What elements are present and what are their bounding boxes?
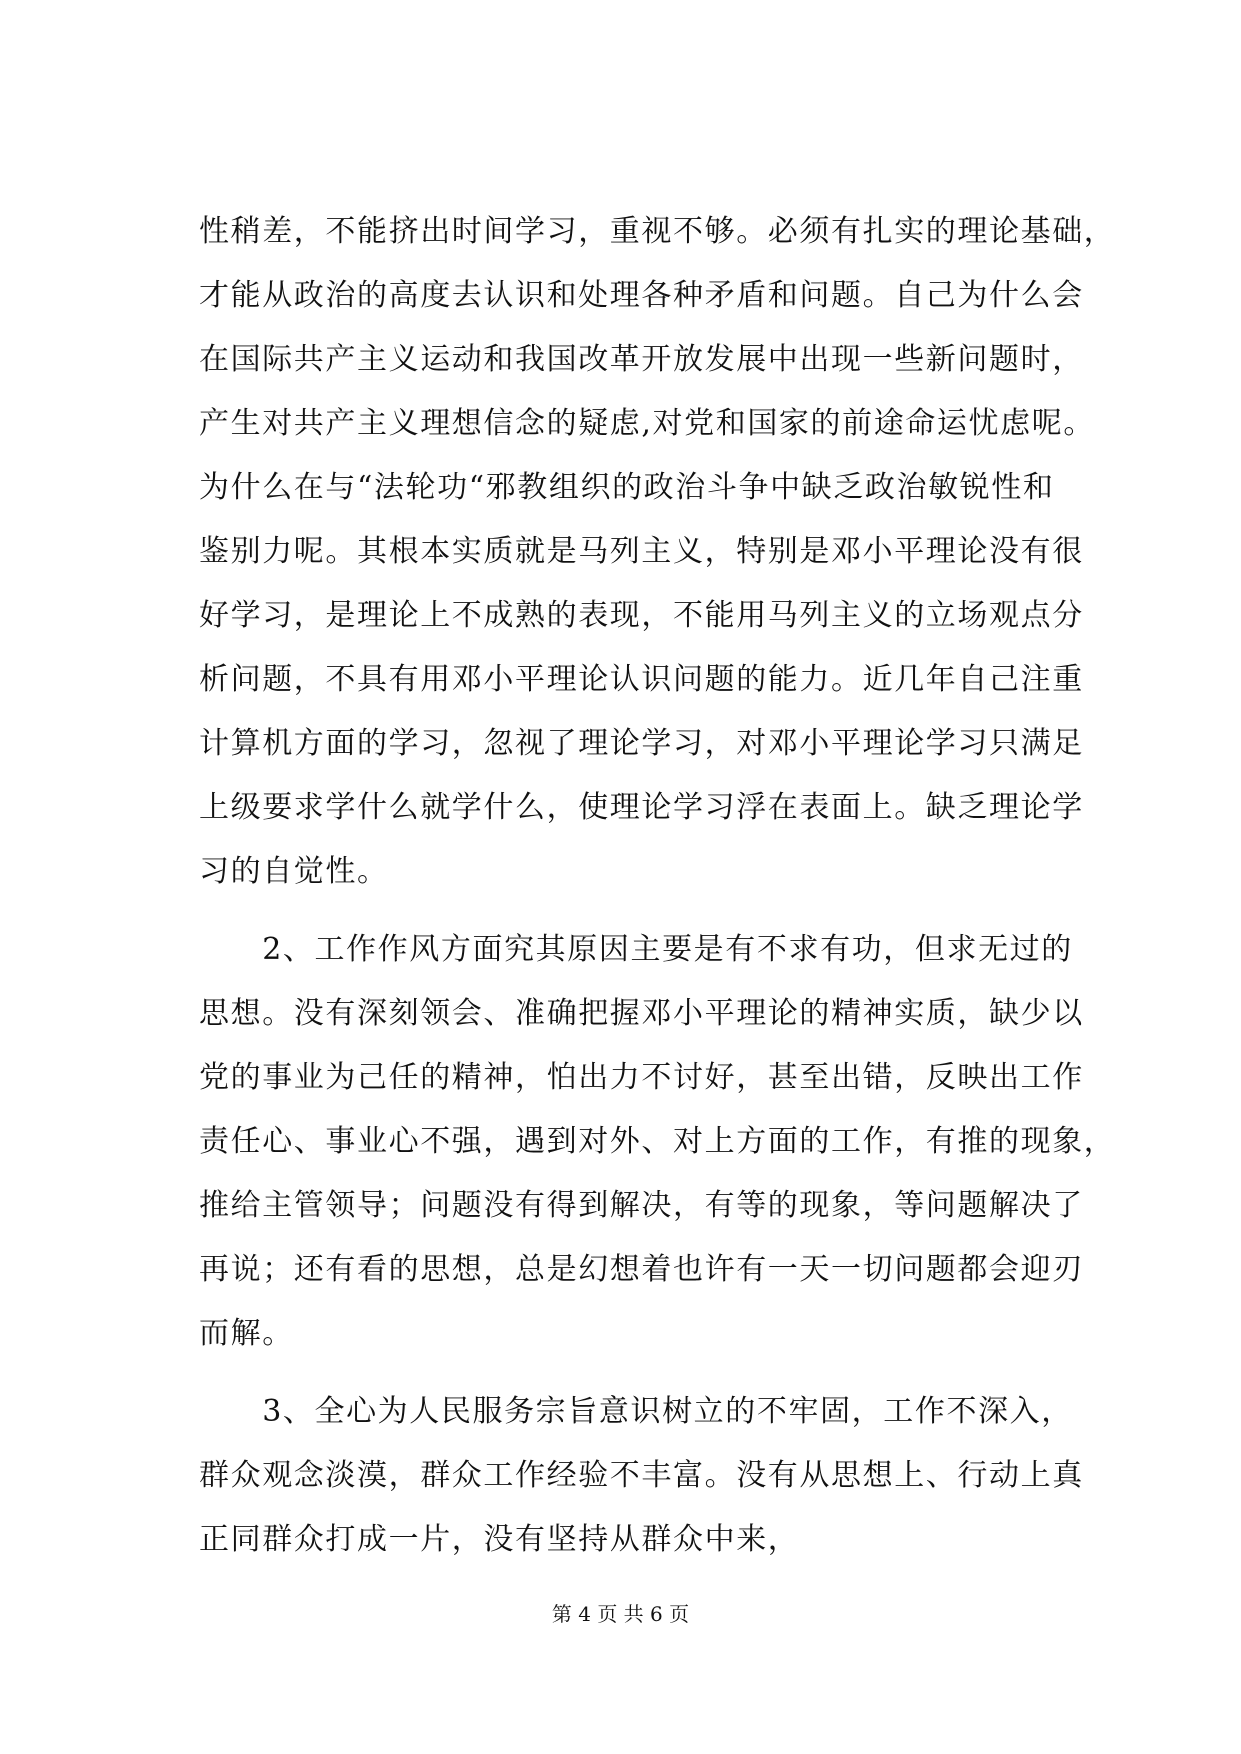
text-line: 为什么在与“法轮功“邪教组织的政治斗争中缺乏政治敏锐性和 bbox=[199, 470, 1055, 505]
paragraph-1 bbox=[199, 200, 1116, 904]
text-line: 责任心、事业心不强，遇到对外、对上方面的工作，有推的现象， bbox=[199, 1124, 1116, 1159]
text-line: 正同群众打成一片，没有坚持从群众中来， bbox=[199, 1522, 800, 1557]
text-line: 析问题，不具有用邓小平理论认识问题的能力。近几年自己注重 bbox=[199, 662, 1084, 697]
text-line: 产生对共产主义理想信念的疑虑,对党和国家的前途命运忧虑呢。 bbox=[199, 406, 1095, 441]
text-line: 再说；还有看的思想，总是幻想着也许有一天一切问题都会迎刃 bbox=[199, 1252, 1084, 1287]
paragraph-3 bbox=[199, 1380, 1089, 1572]
document-body bbox=[199, 200, 1116, 1572]
text-line: 计算机方面的学习，忽视了理论学习，对邓小平理论学习只满足 bbox=[199, 726, 1084, 761]
text-line: 上级要求学什么就学什么，使理论学习浮在表面上。缺乏理论学 bbox=[199, 790, 1084, 825]
text-line: 2、工作作风方面究其原因主要是有不求有功，但求无过的 bbox=[199, 932, 1073, 967]
paragraph-2 bbox=[199, 918, 1116, 1366]
text-line: 鉴别力呢。其根本实质就是马列主义，特别是邓小平理论没有很 bbox=[199, 534, 1084, 569]
page-number-label: 第 4 页 共 6 页 bbox=[551, 1602, 690, 1626]
paragraph-spacing bbox=[199, 1366, 1089, 1380]
text-line: 在国际共产主义运动和我国改革开放发展中出现一些新问题时， bbox=[199, 342, 1084, 377]
text-line: 思想。没有深刻领会、准确把握邓小平理论的精神实质，缺少以 bbox=[199, 996, 1084, 1031]
page-footer bbox=[0, 1600, 1241, 1628]
text-line: 才能从政治的高度去认识和处理各种矛盾和问题。自己为什么会 bbox=[199, 278, 1084, 313]
text-line: 性稍差，不能挤出时间学习，重视不够。必须有扎实的理论基础， bbox=[199, 214, 1116, 249]
text-line: 群众观念淡漠，群众工作经验不丰富。没有从思想上、行动上真 bbox=[199, 1458, 1084, 1493]
text-line: 党的事业为己任的精神，怕出力不讨好，甚至出错，反映出工作 bbox=[199, 1060, 1084, 1095]
paragraph-spacing bbox=[199, 904, 1089, 918]
text-line: 3、全心为人民服务宗旨意识树立的不牢固，工作不深入， bbox=[199, 1394, 1073, 1429]
text-line: 好学习，是理论上不成熟的表现，不能用马列主义的立场观点分 bbox=[199, 598, 1084, 633]
text-line: 推给主管领导；问题没有得到解决，有等的现象，等问题解决了 bbox=[199, 1188, 1084, 1223]
text-line: 而解。 bbox=[199, 1316, 294, 1351]
text-line: 习的自觉性。 bbox=[199, 854, 389, 889]
